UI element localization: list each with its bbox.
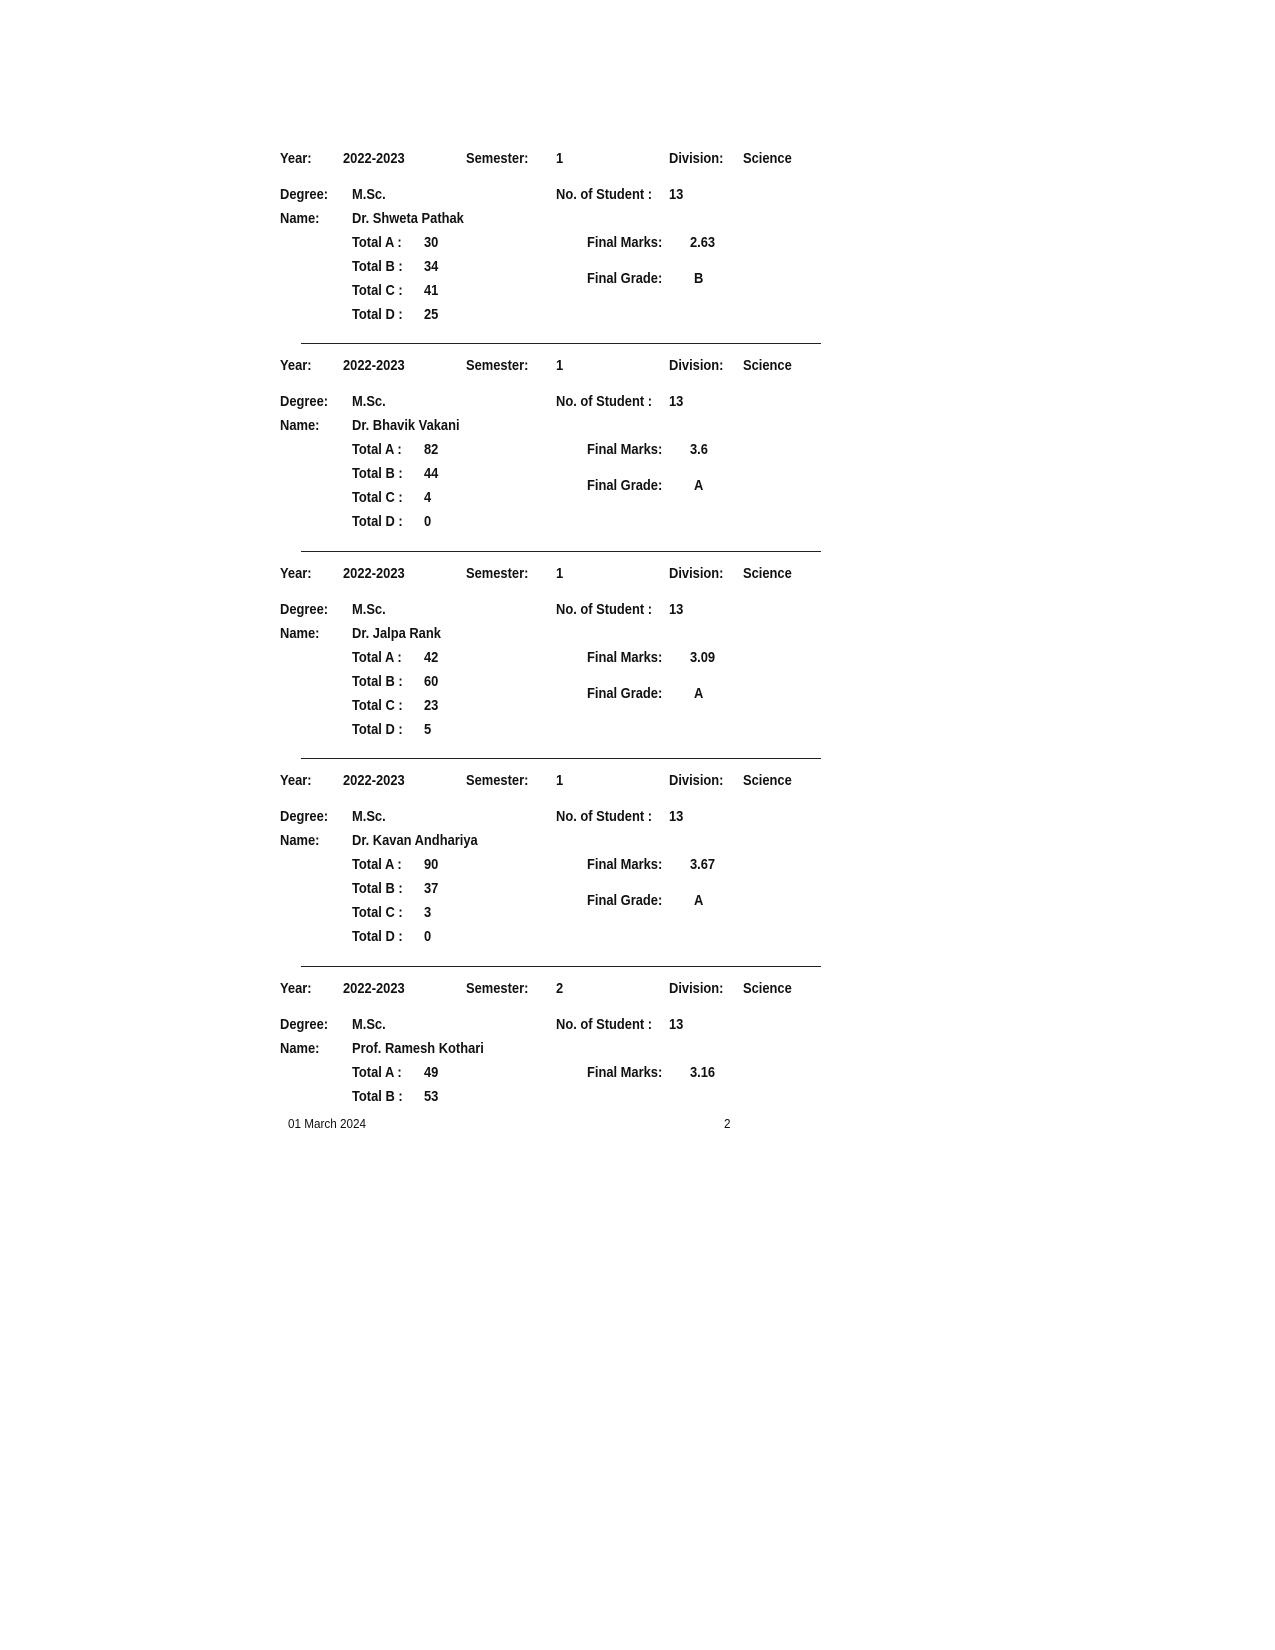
degree-label: Degree:	[280, 601, 329, 618]
semester-label: Semester:	[466, 565, 529, 582]
total-b-value: 60	[424, 673, 439, 690]
total-d-value: 0	[424, 513, 432, 530]
total-c-label: Total C :	[352, 282, 403, 299]
total-a-label: Total A :	[352, 649, 402, 666]
year-value: 2022-2023	[343, 980, 405, 997]
total-c-label: Total C :	[352, 697, 403, 714]
final-marks-value: 3.16	[690, 1064, 716, 1081]
faculty-record	[280, 565, 820, 773]
year-label: Year:	[280, 150, 312, 167]
degree-label: Degree:	[280, 1016, 329, 1033]
semester-value: 1	[556, 150, 564, 167]
total-a-label: Total A :	[352, 441, 402, 458]
semester-label: Semester:	[466, 980, 529, 997]
division-value: Science	[743, 357, 792, 374]
record-divider	[301, 758, 821, 759]
total-b-value: 53	[424, 1088, 439, 1105]
faculty-name: Dr. Kavan Andhariya	[352, 832, 478, 849]
degree-value: M.Sc.	[352, 601, 386, 618]
faculty-name: Dr. Bhavik Vakani	[352, 417, 460, 434]
final-marks-label: Final Marks:	[587, 1064, 663, 1081]
student-count-value: 13	[669, 808, 684, 825]
final-marks-label: Final Marks:	[587, 856, 663, 873]
record-divider	[301, 343, 821, 344]
total-b-label: Total B :	[352, 258, 403, 275]
total-a-value: 90	[424, 856, 439, 873]
total-a-value: 49	[424, 1064, 439, 1081]
total-a-label: Total A :	[352, 1064, 402, 1081]
year-label: Year:	[280, 565, 312, 582]
division-label: Division:	[669, 772, 724, 789]
total-c-value: 41	[424, 282, 439, 299]
record-divider	[301, 966, 821, 967]
total-c-value: 23	[424, 697, 439, 714]
student-count-value: 13	[669, 186, 684, 203]
degree-value: M.Sc.	[352, 808, 386, 825]
name-label: Name:	[280, 210, 320, 227]
final-grade-value: B	[694, 270, 704, 287]
total-c-value: 3	[424, 904, 432, 921]
degree-label: Degree:	[280, 393, 329, 410]
total-b-label: Total B :	[352, 465, 403, 482]
page-number: 2	[724, 1116, 731, 1131]
year-value: 2022-2023	[343, 357, 405, 374]
year-label: Year:	[280, 357, 312, 374]
year-value: 2022-2023	[343, 150, 405, 167]
division-label: Division:	[669, 150, 724, 167]
student-count-value: 13	[669, 1016, 684, 1033]
total-a-value: 30	[424, 234, 439, 251]
total-c-label: Total C :	[352, 489, 403, 506]
final-marks-label: Final Marks:	[587, 234, 663, 251]
total-a-label: Total A :	[352, 856, 402, 873]
semester-value: 1	[556, 772, 564, 789]
degree-label: Degree:	[280, 808, 329, 825]
total-d-label: Total D :	[352, 306, 403, 323]
semester-label: Semester:	[466, 150, 529, 167]
total-d-value: 5	[424, 721, 432, 738]
total-c-label: Total C :	[352, 904, 403, 921]
student-count-label: No. of Student :	[556, 186, 653, 203]
degree-value: M.Sc.	[352, 186, 386, 203]
student-count-label: No. of Student :	[556, 808, 653, 825]
division-value: Science	[743, 565, 792, 582]
student-count-label: No. of Student :	[556, 601, 653, 618]
degree-value: M.Sc.	[352, 1016, 386, 1033]
total-b-value: 34	[424, 258, 439, 275]
year-label: Year:	[280, 980, 312, 997]
year-value: 2022-2023	[343, 772, 405, 789]
faculty-name: Prof. Ramesh Kothari	[352, 1040, 484, 1057]
final-marks-label: Final Marks:	[587, 649, 663, 666]
name-label: Name:	[280, 832, 320, 849]
semester-value: 1	[556, 565, 564, 582]
final-grade-label: Final Grade:	[587, 892, 663, 909]
final-grade-label: Final Grade:	[587, 477, 663, 494]
faculty-record	[280, 150, 820, 358]
semester-label: Semester:	[466, 772, 529, 789]
total-d-label: Total D :	[352, 513, 403, 530]
name-label: Name:	[280, 417, 320, 434]
total-d-label: Total D :	[352, 928, 403, 945]
faculty-record	[280, 772, 820, 980]
total-b-value: 44	[424, 465, 439, 482]
final-grade-label: Final Grade:	[587, 685, 663, 702]
faculty-name: Dr. Jalpa Rank	[352, 625, 441, 642]
final-marks-value: 3.09	[690, 649, 716, 666]
total-b-label: Total B :	[352, 673, 403, 690]
year-value: 2022-2023	[343, 565, 405, 582]
final-marks-value: 2.63	[690, 234, 716, 251]
total-b-label: Total B :	[352, 1088, 403, 1105]
total-a-value: 42	[424, 649, 439, 666]
semester-label: Semester:	[466, 357, 529, 374]
total-d-label: Total D :	[352, 721, 403, 738]
student-count-value: 13	[669, 393, 684, 410]
student-count-value: 13	[669, 601, 684, 618]
final-grade-value: A	[694, 685, 704, 702]
division-value: Science	[743, 772, 792, 789]
report-date: 01 March 2024	[288, 1116, 367, 1131]
total-b-label: Total B :	[352, 880, 403, 897]
name-label: Name:	[280, 625, 320, 642]
division-value: Science	[743, 980, 792, 997]
total-c-value: 4	[424, 489, 432, 506]
student-count-label: No. of Student :	[556, 1016, 653, 1033]
semester-value: 1	[556, 357, 564, 374]
total-a-value: 82	[424, 441, 439, 458]
final-grade-value: A	[694, 892, 704, 909]
total-a-label: Total A :	[352, 234, 402, 251]
division-label: Division:	[669, 980, 724, 997]
final-grade-label: Final Grade:	[587, 270, 663, 287]
total-d-value: 25	[424, 306, 439, 323]
degree-label: Degree:	[280, 186, 329, 203]
total-b-value: 37	[424, 880, 439, 897]
division-label: Division:	[669, 565, 724, 582]
year-label: Year:	[280, 772, 312, 789]
final-marks-label: Final Marks:	[587, 441, 663, 458]
faculty-name: Dr. Shweta Pathak	[352, 210, 464, 227]
record-divider	[301, 551, 821, 552]
faculty-record	[280, 980, 820, 1105]
final-marks-value: 3.67	[690, 856, 716, 873]
semester-value: 2	[556, 980, 564, 997]
final-marks-value: 3.6	[690, 441, 708, 458]
degree-value: M.Sc.	[352, 393, 386, 410]
final-grade-value: A	[694, 477, 704, 494]
division-label: Division:	[669, 357, 724, 374]
division-value: Science	[743, 150, 792, 167]
name-label: Name:	[280, 1040, 320, 1057]
total-d-value: 0	[424, 928, 432, 945]
faculty-record	[280, 357, 820, 565]
student-count-label: No. of Student :	[556, 393, 653, 410]
